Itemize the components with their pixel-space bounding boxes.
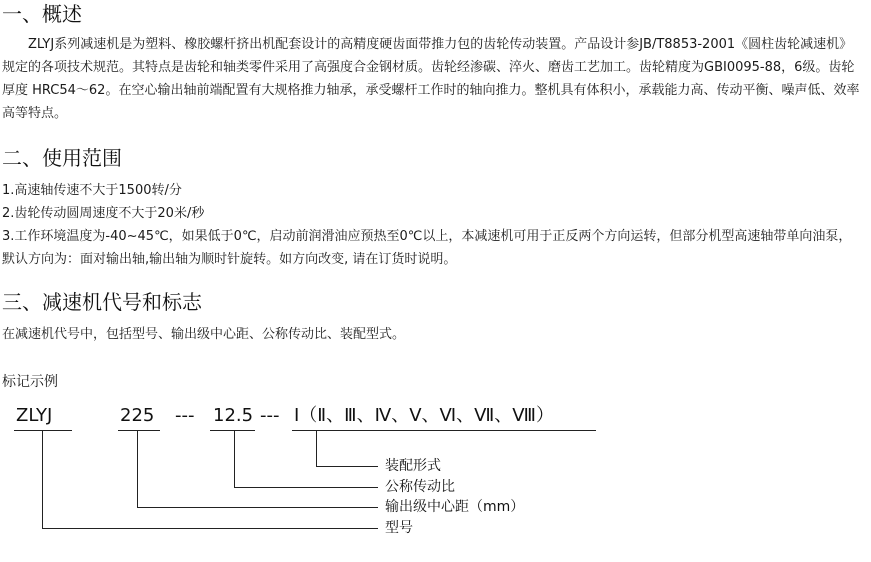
assembly-leader [317, 431, 379, 467]
section-heading-code-marking: 三、减速机代号和标志 [2, 290, 202, 314]
label-center-distance: 输出级中心距（mm） [385, 499, 525, 515]
code-separator-1: --- [175, 405, 195, 426]
overview-paragraph: ZLYJ系列减速机是为塑料、橡胶螺杆挤出机配套设计的高精度硬齿面带推力包的齿轮传动装置。产品设计参JB/T8853-2001《圆柱齿轮减速机》规定的各项技术规范。其特点是齿轮和轴类零件采用了高强度合金钢材质。齿轮经渗碳、淬火、磨齿工艺加工。齿轮精度为GBI0095-88，6级。齿轮厚度 HRC54～62。在空心输出轴前端配置有大规格推力轴承，承受螺杆工作时的轴向推力。整机具有体积小，承载能力高、传动平衡、噪声低、效率高等特点。 [2, 37, 860, 121]
usage-item-1: 1.高速轴传速不大于1500转/分 [2, 183, 182, 198]
code-center-distance: 225 [120, 405, 155, 426]
label-ratio: 公称传动比 [385, 479, 455, 495]
center-distance-leader [138, 431, 379, 508]
code-assembly: I（Ⅱ、Ⅲ、Ⅳ、Ⅴ、Ⅵ、Ⅶ、Ⅷ） [294, 405, 554, 426]
usage-item-2: 2.齿轮传动圆周速度不大于20米/秒 [2, 206, 205, 221]
code-model: ZLYJ [16, 405, 53, 426]
code-separator-2: --- [260, 405, 280, 426]
code-ratio: 12.5 [213, 405, 254, 426]
ratio-leader [235, 431, 379, 488]
usage-item-3: 3.工作环境温度为-40~45℃，如果低于0℃，启动前润滑油应预热至0℃以上，本减速机可用于正反两个方向运转，但部分机型高速轴带单向油泵，默认方向为：面对输出轴,输出轴为顺时针旋转。如方向改变, 请在订货时说明。 [2, 229, 852, 267]
code-paragraph: 在减速机代号中，包括型号、输出级中心距、公称传动比、装配型式。 [2, 327, 406, 342]
section-heading-overview: 一、概述 [2, 2, 82, 26]
label-assembly: 装配形式 [385, 458, 441, 474]
label-model: 型号 [385, 520, 413, 536]
model-leader [43, 431, 379, 529]
section-heading-usage-range: 二、使用范围 [2, 146, 122, 170]
example-title: 标记示例 [2, 374, 58, 390]
usage-list [2, 179, 864, 271]
